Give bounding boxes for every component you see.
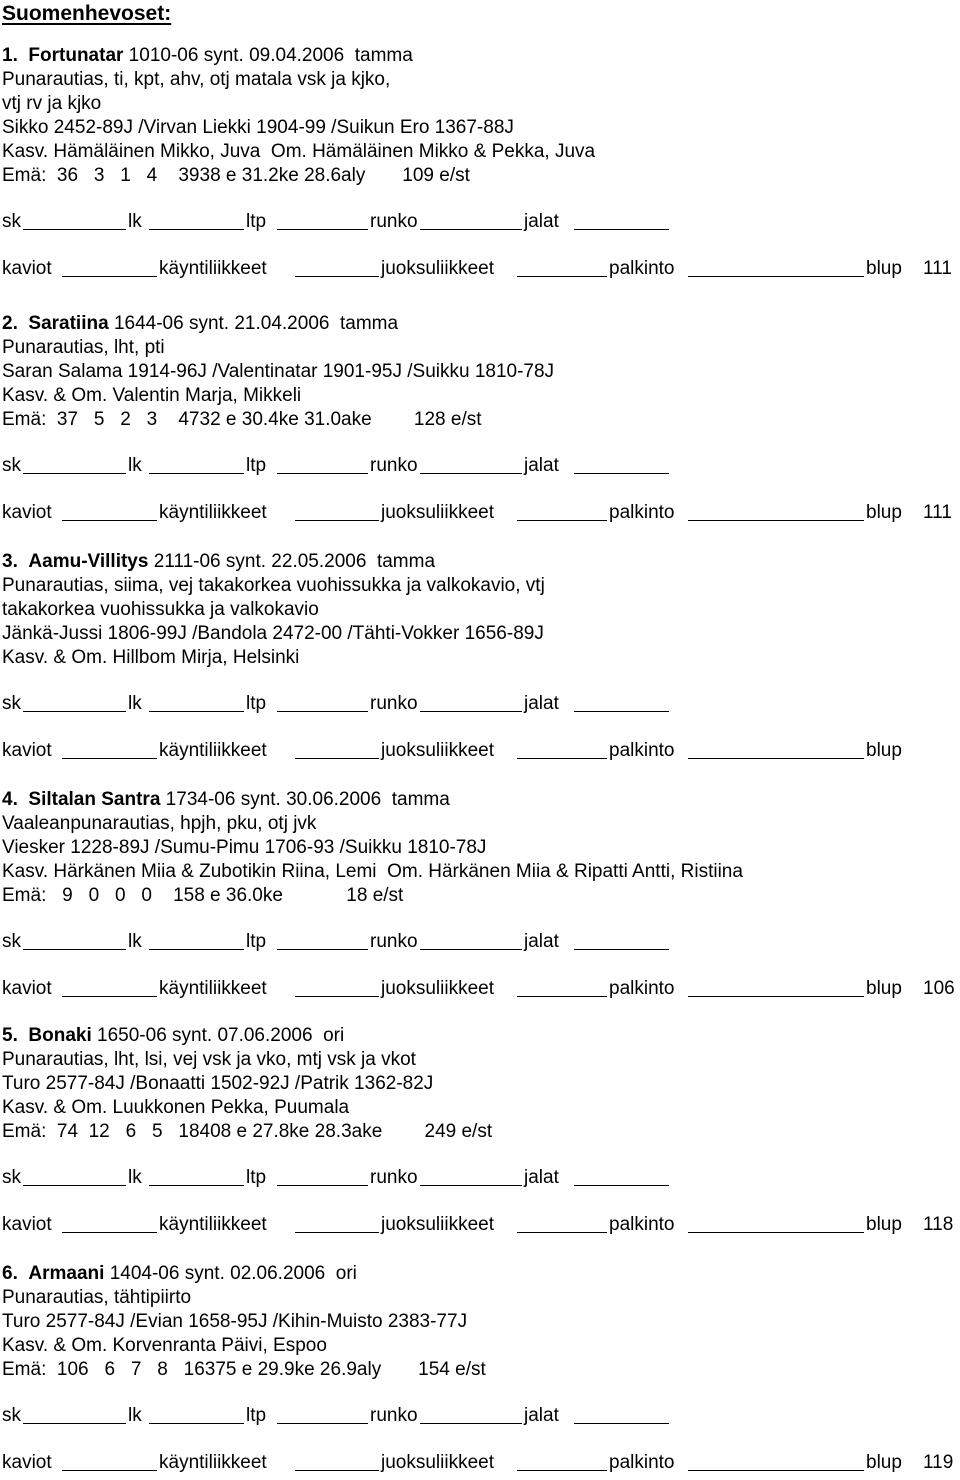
field-label: palkinto bbox=[609, 740, 675, 761]
blup-value: 119 bbox=[923, 1452, 954, 1473]
field-blank-line[interactable] bbox=[149, 1185, 244, 1186]
field-kaviot bbox=[2, 1213, 52, 1237]
field-palkinto bbox=[609, 257, 675, 281]
horse-number: 5. bbox=[2, 1025, 24, 1046]
field-jalat bbox=[524, 692, 559, 716]
field-blank-line[interactable] bbox=[149, 949, 244, 950]
evaluation-row-1 bbox=[2, 454, 702, 478]
field-blank-line[interactable] bbox=[688, 276, 864, 277]
field-blank-line[interactable] bbox=[149, 473, 244, 474]
field-blank-line[interactable] bbox=[517, 1470, 607, 1471]
field-label: jalat bbox=[524, 693, 559, 714]
field-ltp bbox=[246, 692, 266, 716]
evaluation-row-2 bbox=[2, 501, 958, 525]
field-blank-line[interactable] bbox=[574, 1185, 669, 1186]
horse-detail-line: Punarautias, lht, lsi, vej vsk ja vko, mtj vsk ja vkot bbox=[2, 1049, 416, 1070]
field-kaviot bbox=[2, 501, 52, 525]
field-blank-line[interactable] bbox=[295, 520, 379, 521]
horse-detail-line: Punarautias, tähtipiirto bbox=[2, 1287, 192, 1308]
field-jalat bbox=[524, 930, 559, 954]
horse-detail-line: Punarautias, lht, pti bbox=[2, 337, 165, 358]
field-blup bbox=[866, 1213, 902, 1237]
field-sk bbox=[2, 210, 21, 234]
field-blank-line[interactable] bbox=[149, 711, 244, 712]
field-blank-line[interactable] bbox=[688, 520, 864, 521]
evaluation-row-2 bbox=[2, 739, 958, 763]
field-sk bbox=[2, 930, 21, 954]
field-blank-line[interactable] bbox=[62, 1232, 157, 1233]
field-palkinto bbox=[609, 1451, 675, 1475]
field-blup bbox=[866, 1451, 902, 1475]
field-label: sk bbox=[2, 931, 21, 952]
evaluation-row-1 bbox=[2, 692, 702, 716]
field-label: ltp bbox=[246, 455, 267, 476]
horse-detail-line: vtj rv ja kjko bbox=[2, 93, 102, 114]
field-label: ltp bbox=[246, 1167, 267, 1188]
horse-detail-line: Saran Salama 1914-96J /Valentinatar 1901-95J /Suikku 1810-78J bbox=[2, 361, 555, 382]
field-lk bbox=[128, 930, 142, 954]
horse-detail-line: Kasv. & Om. Hillbom Mirja, Helsinki bbox=[2, 647, 300, 668]
field-lk bbox=[128, 210, 142, 234]
field-blank-line[interactable] bbox=[149, 229, 244, 230]
field-runko bbox=[370, 454, 418, 478]
field-ltp bbox=[246, 1166, 266, 1190]
field-jalat bbox=[524, 210, 559, 234]
field-label: blup bbox=[866, 740, 902, 761]
field-runko bbox=[370, 692, 418, 716]
horse-detail-line: Viesker 1228-89J /Sumu-Pimu 1706-93 /Suikku 1810-78J bbox=[2, 837, 487, 858]
horse-name: Bonaki bbox=[28, 1025, 92, 1046]
field-label: blup bbox=[866, 1214, 902, 1235]
field-juoksuliikkeet bbox=[381, 1451, 494, 1475]
field-label: ltp bbox=[246, 693, 267, 714]
horse-detail-line: Emä: 74 12 6 5 18408 e 27.8ke 28.3ake 249 e/st bbox=[2, 1121, 493, 1142]
field-blank-line[interactable] bbox=[574, 711, 669, 712]
field-jalat bbox=[524, 454, 559, 478]
horse-name: Armaani bbox=[28, 1263, 105, 1284]
evaluation-row-1 bbox=[2, 1404, 702, 1428]
field-label: kaviot bbox=[2, 258, 52, 279]
field-sk bbox=[2, 454, 21, 478]
field-blank-line[interactable] bbox=[23, 711, 126, 712]
horse-entry bbox=[2, 44, 958, 279]
page-title: Suomenhevoset: bbox=[2, 2, 172, 25]
horse-entry bbox=[2, 312, 958, 523]
field-label: lk bbox=[128, 693, 142, 714]
field-blup bbox=[866, 977, 902, 1001]
field-kyntiliikkeet bbox=[159, 501, 267, 525]
field-blank-line[interactable] bbox=[420, 711, 522, 712]
field-label: runko bbox=[370, 1167, 418, 1188]
horse-detail-line: Kasv. & Om. Korvenranta Päivi, Espoo bbox=[2, 1335, 327, 1356]
field-blank-line[interactable] bbox=[517, 1232, 607, 1233]
field-blank-line[interactable] bbox=[277, 949, 368, 950]
horse-heading bbox=[2, 1262, 958, 1286]
horse-heading bbox=[2, 550, 958, 574]
field-blup bbox=[866, 501, 902, 525]
field-blank-line[interactable] bbox=[420, 1423, 522, 1424]
field-blank-line[interactable] bbox=[574, 1423, 669, 1424]
field-blank-line[interactable] bbox=[295, 1232, 379, 1233]
horse-heading bbox=[2, 44, 958, 68]
horse-detail-line: Emä: 36 3 1 4 3938 e 31.2ke 28.6aly 109 e/st bbox=[2, 165, 470, 186]
field-label: sk bbox=[2, 455, 21, 476]
field-label: lk bbox=[128, 1167, 142, 1188]
evaluation-row-2 bbox=[2, 1451, 958, 1475]
blup-value: 111 bbox=[923, 258, 952, 279]
field-runko bbox=[370, 1404, 418, 1428]
horse-detail-line: Punarautias, ti, kpt, ahv, otj matala vsk ja kjko, bbox=[2, 69, 391, 90]
field-label: lk bbox=[128, 455, 142, 476]
field-blank-line[interactable] bbox=[517, 758, 607, 759]
field-jalat bbox=[524, 1404, 559, 1428]
field-label: runko bbox=[370, 211, 418, 232]
field-blank-line[interactable] bbox=[277, 1185, 368, 1186]
field-label: juoksuliikkeet bbox=[381, 502, 494, 523]
field-blank-line[interactable] bbox=[688, 1232, 864, 1233]
evaluation-row-1 bbox=[2, 210, 702, 234]
field-blank-line[interactable] bbox=[517, 520, 607, 521]
field-label: jalat bbox=[524, 1167, 559, 1188]
field-blank-line[interactable] bbox=[295, 758, 379, 759]
horse-number: 4. bbox=[2, 789, 24, 810]
horse-name: Saratiina bbox=[28, 313, 109, 334]
field-juoksuliikkeet bbox=[381, 501, 494, 525]
field-blank-line[interactable] bbox=[62, 1470, 157, 1471]
field-juoksuliikkeet bbox=[381, 739, 494, 763]
field-runko bbox=[370, 1166, 418, 1190]
field-label: palkinto bbox=[609, 978, 675, 999]
field-kyntiliikkeet bbox=[159, 257, 267, 281]
field-blup bbox=[866, 739, 902, 763]
field-kyntiliikkeet bbox=[159, 1213, 267, 1237]
field-blank-line[interactable] bbox=[420, 229, 522, 230]
blup-value: 106 bbox=[923, 978, 955, 999]
field-kaviot bbox=[2, 257, 52, 281]
horse-entry bbox=[2, 550, 958, 761]
field-label: juoksuliikkeet bbox=[381, 1452, 494, 1473]
blup-value: 111 bbox=[923, 502, 952, 523]
field-runko bbox=[370, 930, 418, 954]
evaluation-row-1 bbox=[2, 930, 702, 954]
field-label: blup bbox=[866, 1452, 902, 1473]
field-label: lk bbox=[128, 931, 142, 952]
field-label: lk bbox=[128, 211, 142, 232]
field-label: käyntiliikkeet bbox=[159, 502, 267, 523]
horse-registration: 2111-06 synt. 22.05.2006 tamma bbox=[148, 551, 436, 572]
field-label: käyntiliikkeet bbox=[159, 1214, 267, 1235]
horse-heading bbox=[2, 312, 958, 336]
field-blank-line[interactable] bbox=[62, 276, 157, 277]
field-blank-line[interactable] bbox=[517, 276, 607, 277]
field-label: palkinto bbox=[609, 1214, 675, 1235]
field-label: ltp bbox=[246, 931, 267, 952]
field-label: blup bbox=[866, 258, 902, 279]
field-blank-line[interactable] bbox=[420, 1185, 522, 1186]
horse-registration: 1404-06 synt. 02.06.2006 ori bbox=[104, 1263, 357, 1284]
field-label: kaviot bbox=[2, 1214, 52, 1235]
field-label: blup bbox=[866, 502, 902, 523]
horse-registration: 1734-06 synt. 30.06.2006 tamma bbox=[160, 789, 450, 810]
field-label: jalat bbox=[524, 211, 559, 232]
field-blank-line[interactable] bbox=[574, 473, 669, 474]
horse-number: 6. bbox=[2, 1263, 24, 1284]
field-lk bbox=[128, 1404, 142, 1428]
horse-entry bbox=[2, 1262, 958, 1473]
horse-number: 1. bbox=[2, 45, 24, 66]
horse-name: Fortunatar bbox=[28, 45, 124, 66]
field-ltp bbox=[246, 1404, 266, 1428]
field-label: jalat bbox=[524, 931, 559, 952]
field-blank-line[interactable] bbox=[23, 1185, 126, 1186]
field-ltp bbox=[246, 930, 266, 954]
field-ltp bbox=[246, 454, 266, 478]
field-juoksuliikkeet bbox=[381, 1213, 494, 1237]
field-label: runko bbox=[370, 1405, 418, 1426]
horse-detail-line: Kasv. Härkänen Miia & Zubotikin Riina, Lemi Om. Härkänen Miia & Ripatti Antti, Ristiina bbox=[2, 861, 743, 882]
field-blank-line[interactable] bbox=[149, 1423, 244, 1424]
horse-detail-line: Jänkä-Jussi 1806-99J /Bandola 2472-00 /Tähti-Vokker 1656-89J bbox=[2, 623, 544, 644]
field-label: käyntiliikkeet bbox=[159, 1452, 267, 1473]
field-blank-line[interactable] bbox=[62, 996, 157, 997]
field-label: kaviot bbox=[2, 740, 52, 761]
horse-detail-line: Emä: 37 5 2 3 4732 e 30.4ke 31.0ake 128 e/st bbox=[2, 409, 482, 430]
evaluation-row-2 bbox=[2, 977, 958, 1001]
field-blank-line[interactable] bbox=[277, 711, 368, 712]
field-label: ltp bbox=[246, 1405, 267, 1426]
field-label: kaviot bbox=[2, 502, 52, 523]
field-label: juoksuliikkeet bbox=[381, 740, 494, 761]
field-blank-line[interactable] bbox=[277, 229, 368, 230]
field-label: ltp bbox=[246, 211, 267, 232]
evaluation-row-1 bbox=[2, 1166, 702, 1190]
field-label: käyntiliikkeet bbox=[159, 258, 267, 279]
field-blank-line[interactable] bbox=[23, 949, 126, 950]
field-jalat bbox=[524, 1166, 559, 1190]
field-palkinto bbox=[609, 1213, 675, 1237]
evaluation-row-2 bbox=[2, 1213, 958, 1237]
field-blank-line[interactable] bbox=[23, 473, 126, 474]
field-palkinto bbox=[609, 739, 675, 763]
horse-name: Aamu-Villitys bbox=[28, 551, 149, 572]
field-runko bbox=[370, 210, 418, 234]
field-label: blup bbox=[866, 978, 902, 999]
horse-entry bbox=[2, 1024, 958, 1235]
field-label: juoksuliikkeet bbox=[381, 1214, 494, 1235]
field-blank-line[interactable] bbox=[23, 1423, 126, 1424]
field-kaviot bbox=[2, 977, 52, 1001]
field-label: sk bbox=[2, 693, 21, 714]
horse-registration: 1650-06 synt. 07.06.2006 ori bbox=[91, 1025, 345, 1046]
field-label: kaviot bbox=[2, 978, 52, 999]
field-label: palkinto bbox=[609, 1452, 675, 1473]
field-kyntiliikkeet bbox=[159, 1451, 267, 1475]
field-palkinto bbox=[609, 501, 675, 525]
field-label: juoksuliikkeet bbox=[381, 258, 494, 279]
field-label: käyntiliikkeet bbox=[159, 978, 267, 999]
field-juoksuliikkeet bbox=[381, 257, 494, 281]
field-blank-line[interactable] bbox=[295, 1470, 379, 1471]
field-blank-line[interactable] bbox=[277, 1423, 368, 1424]
field-label: sk bbox=[2, 1405, 21, 1426]
field-kaviot bbox=[2, 739, 52, 763]
blup-value: 118 bbox=[923, 1214, 954, 1235]
field-blank-line[interactable] bbox=[420, 473, 522, 474]
horse-detail-line: Turo 2577-84J /Evian 1658-95J /Kihin-Muisto 2383-77J bbox=[2, 1311, 468, 1332]
field-blank-line[interactable] bbox=[23, 229, 126, 230]
horse-registration: 1644-06 synt. 21.04.2006 tamma bbox=[108, 313, 399, 334]
field-juoksuliikkeet bbox=[381, 977, 494, 1001]
field-label: sk bbox=[2, 211, 21, 232]
field-label: kaviot bbox=[2, 1452, 52, 1473]
field-blank-line[interactable] bbox=[574, 229, 669, 230]
field-label: käyntiliikkeet bbox=[159, 740, 267, 761]
field-blank-line[interactable] bbox=[688, 758, 864, 759]
horse-detail-line: Sikko 2452-89J /Virvan Liekki 1904-99 /Suikun Ero 1367-88J bbox=[2, 117, 514, 138]
field-ltp bbox=[246, 210, 266, 234]
field-label: runko bbox=[370, 693, 418, 714]
horse-heading bbox=[2, 1024, 958, 1048]
horse-detail-line: Vaaleanpunarautias, hpjh, pku, otj jvk bbox=[2, 813, 317, 834]
field-blank-line[interactable] bbox=[420, 949, 522, 950]
field-sk bbox=[2, 1404, 21, 1428]
field-label: lk bbox=[128, 1405, 142, 1426]
field-lk bbox=[128, 1166, 142, 1190]
field-blup bbox=[866, 257, 902, 281]
evaluation-row-2 bbox=[2, 257, 958, 281]
field-kyntiliikkeet bbox=[159, 977, 267, 1001]
field-kaviot bbox=[2, 1451, 52, 1475]
field-label: runko bbox=[370, 931, 418, 952]
field-blank-line[interactable] bbox=[295, 276, 379, 277]
field-blank-line[interactable] bbox=[62, 758, 157, 759]
field-label: jalat bbox=[524, 455, 559, 476]
horse-detail-line: Emä: 106 6 7 8 16375 e 29.9ke 26.9aly 154 e/st bbox=[2, 1359, 486, 1380]
field-blank-line[interactable] bbox=[517, 996, 607, 997]
field-label: juoksuliikkeet bbox=[381, 978, 494, 999]
field-kyntiliikkeet bbox=[159, 739, 267, 763]
field-label: runko bbox=[370, 455, 418, 476]
field-sk bbox=[2, 1166, 21, 1190]
field-label: palkinto bbox=[609, 502, 675, 523]
horse-number: 3. bbox=[2, 551, 24, 572]
field-blank-line[interactable] bbox=[295, 996, 379, 997]
field-label: sk bbox=[2, 1167, 21, 1188]
horse-detail-line: takakorkea vuohissukka ja valkokavio bbox=[2, 599, 319, 620]
field-blank-line[interactable] bbox=[688, 1470, 864, 1471]
horse-detail-line: Emä: 9 0 0 0 158 e 36.0ke 18 e/st bbox=[2, 885, 404, 906]
field-label: palkinto bbox=[609, 258, 675, 279]
horse-detail-line: Kasv. & Om. Valentin Marja, Mikkeli bbox=[2, 385, 302, 406]
horse-number: 2. bbox=[2, 313, 24, 334]
horse-detail-line: Kasv. Hämäläinen Mikko, Juva Om. Hämäläinen Mikko & Pekka, Juva bbox=[2, 141, 596, 162]
horse-detail-line: Punarautias, siima, vej takakorkea vuohissukka ja valkokavio, vtj bbox=[2, 575, 545, 596]
field-sk bbox=[2, 692, 21, 716]
field-blank-line[interactable] bbox=[277, 473, 368, 474]
field-blank-line[interactable] bbox=[62, 520, 157, 521]
field-blank-line[interactable] bbox=[574, 949, 669, 950]
field-label: jalat bbox=[524, 1405, 559, 1426]
field-lk bbox=[128, 454, 142, 478]
horse-registration: 1010-06 synt. 09.04.2006 tamma bbox=[123, 45, 413, 66]
field-palkinto bbox=[609, 977, 675, 1001]
field-blank-line[interactable] bbox=[688, 996, 864, 997]
field-lk bbox=[128, 692, 142, 716]
horse-name: Siltalan Santra bbox=[28, 789, 161, 810]
horse-heading bbox=[2, 788, 958, 812]
horse-detail-line: Kasv. & Om. Luukkonen Pekka, Puumala bbox=[2, 1097, 350, 1118]
horse-entry bbox=[2, 788, 958, 999]
horse-detail-line: Turo 2577-84J /Bonaatti 1502-92J /Patrik 1362-82J bbox=[2, 1073, 434, 1094]
